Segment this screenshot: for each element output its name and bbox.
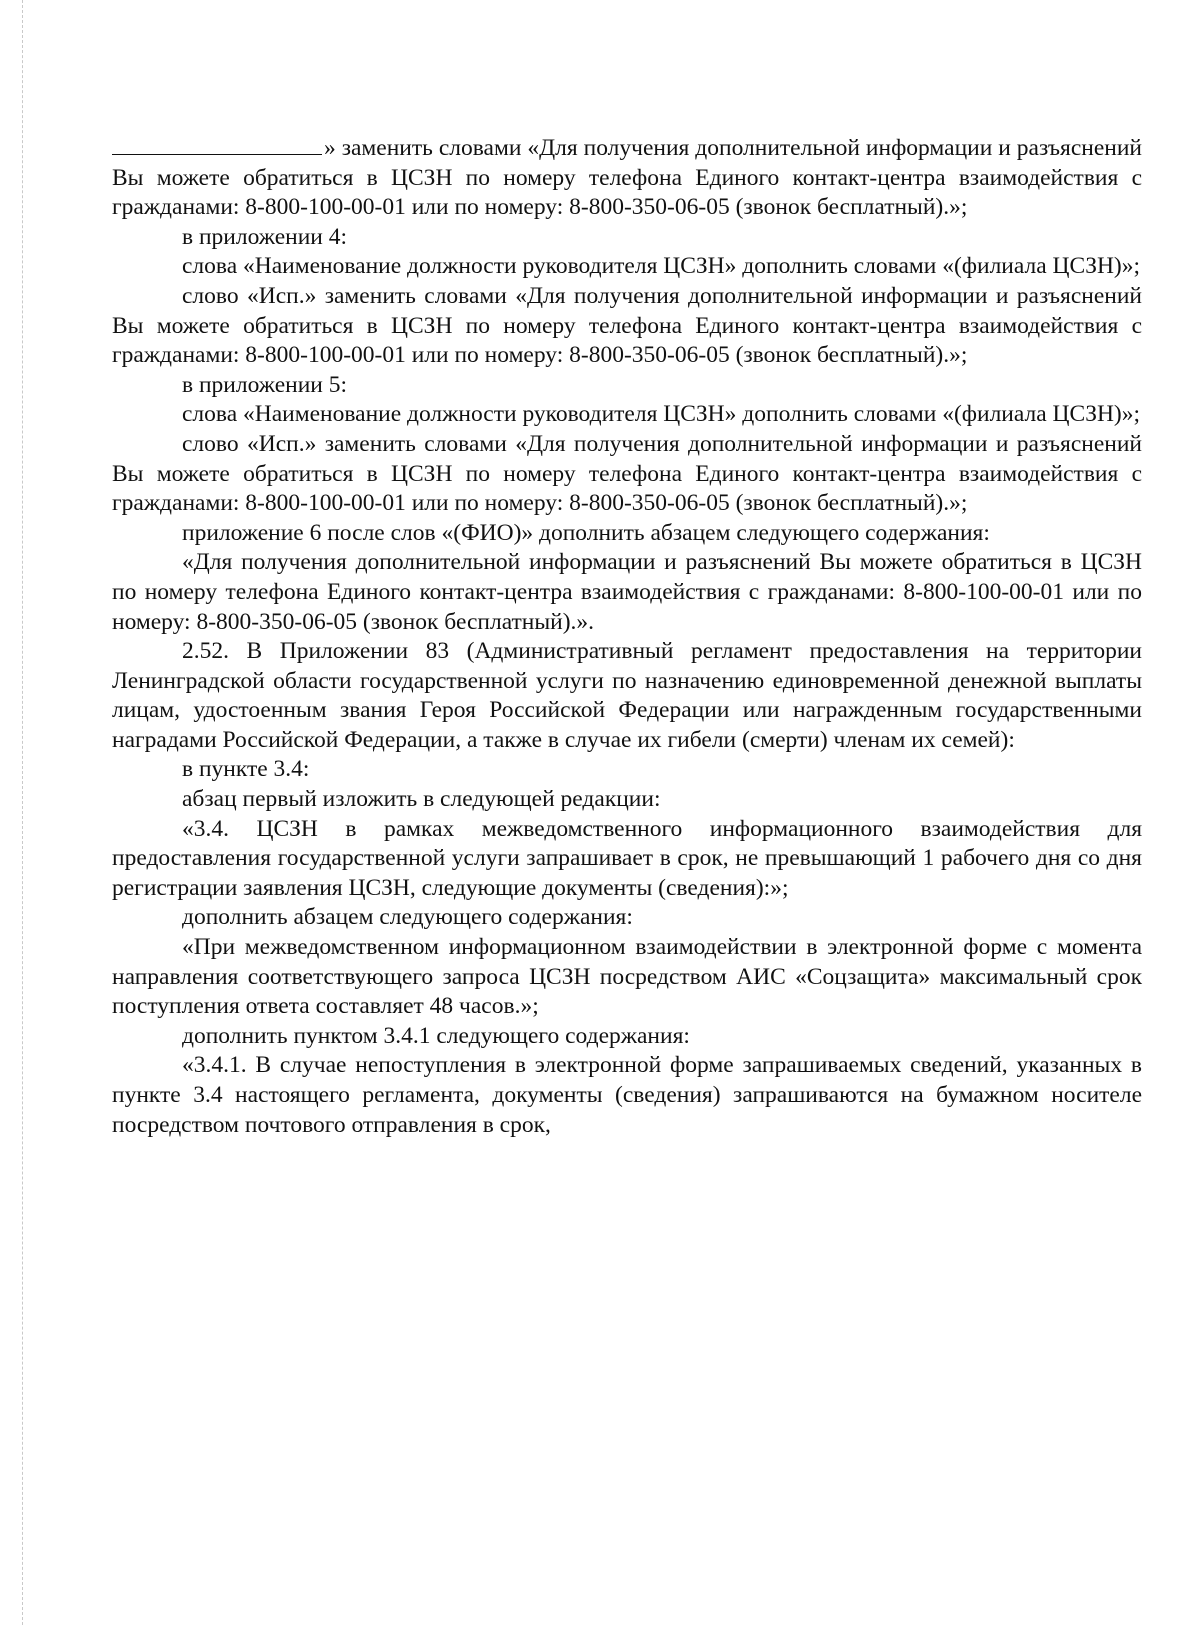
paragraph: в приложении 4:: [182, 223, 348, 250]
scan-edge-line: [22, 0, 23, 1625]
paragraph: абзац первый изложить в следующей редакции:: [182, 786, 661, 813]
paragraph: «3.4. ЦСЗН в рамках межведомственного информационного взаимодействия для предоставления государственной услуги запрашивает в срок, не превышающий 1 рабочего дня со дня регистрации заявления ЦСЗН, следующие документы (сведения):»;: [112, 815, 1142, 901]
paragraph: в пункте 3.4:: [182, 756, 310, 783]
paragraph: в приложении 5:: [182, 371, 348, 398]
paragraph: «При межведомственном информационном взаимодействии в электронной форме с момента направления соответствующего запроса ЦСЗН посредством АИС «Соцзащита» максимальный срок поступления ответа составляет 48 часов.»;: [112, 934, 1142, 1020]
paragraph: слова «Наименование должности руководителя ЦСЗН» дополнить словами «(филиала ЦСЗН)»;: [182, 253, 1141, 280]
paragraph-continuation: [112, 134, 1142, 223]
paragraph: дополнить пунктом 3.4.1 следующего содержания:: [182, 1022, 690, 1049]
paragraph-text: » заменить словами «Для получения дополнительной информации и разъяснений Вы можете обратиться в ЦСЗН по номеру телефона Единого контакт-центра взаимодействия с гражданами: 8-800-100-00-01 или по номеру: 8-800-350-06-05 (звонок бесплатный).»;: [112, 135, 1142, 221]
paragraph: «3.4.1. В случае непоступления в электронной форме запрашиваемых сведений, указанных в пункте 3.4 настоящего регламента, документы (сведения) запрашиваются на бумажном носителе посредством почтового отправления в срок,: [112, 1052, 1142, 1138]
paragraph: приложение 6 после слов «(ФИО)» дополнить абзацем следующего содержания:: [182, 519, 990, 546]
paragraph: дополнить абзацем следующего содержания:: [182, 904, 633, 931]
paragraph: слово «Исп.» заменить словами «Для получения дополнительной информации и разъяснений Вы можете обратиться в ЦСЗН по номеру телефона Единого контакт-центра взаимодействия с гражданами: 8-800-100-00-01 или по номеру: 8-800-350-06-05 (звонок бесплатный).»;: [112, 430, 1142, 517]
blank-underline: [112, 134, 322, 155]
paragraph: слова «Наименование должности руководителя ЦСЗН» дополнить словами «(филиала ЦСЗН)»;: [182, 401, 1141, 428]
paragraph: «Для получения дополнительной информации и разъяснений Вы можете обратиться в ЦСЗН по номеру телефона Единого контакт-центра взаимодействия с гражданами: 8-800-100-00-01 или по номеру: 8-800-350-06-05 (звонок бесплатный).».: [112, 549, 1142, 635]
paragraph: слово «Исп.» заменить словами «Для получения дополнительной информации и разъяснений Вы можете обратиться в ЦСЗН по номеру телефона Единого контакт-центра взаимодействия с гражданами: 8-800-100-00-01 или по номеру: 8-800-350-06-05 (звонок бесплатный).»;: [112, 282, 1142, 369]
document-page: [112, 134, 1142, 1140]
paragraph: 2.52. В Приложении 83 (Административный регламент предоставления на территории Ленинградской области государственной услуги по назначению единовременной денежной выплаты лицам, удостоенным звания Героя Российской Федерации или награжденным государственными наградами Российской Федерации, а также в случае их гибели (смерти) членам их семей):: [112, 638, 1142, 753]
